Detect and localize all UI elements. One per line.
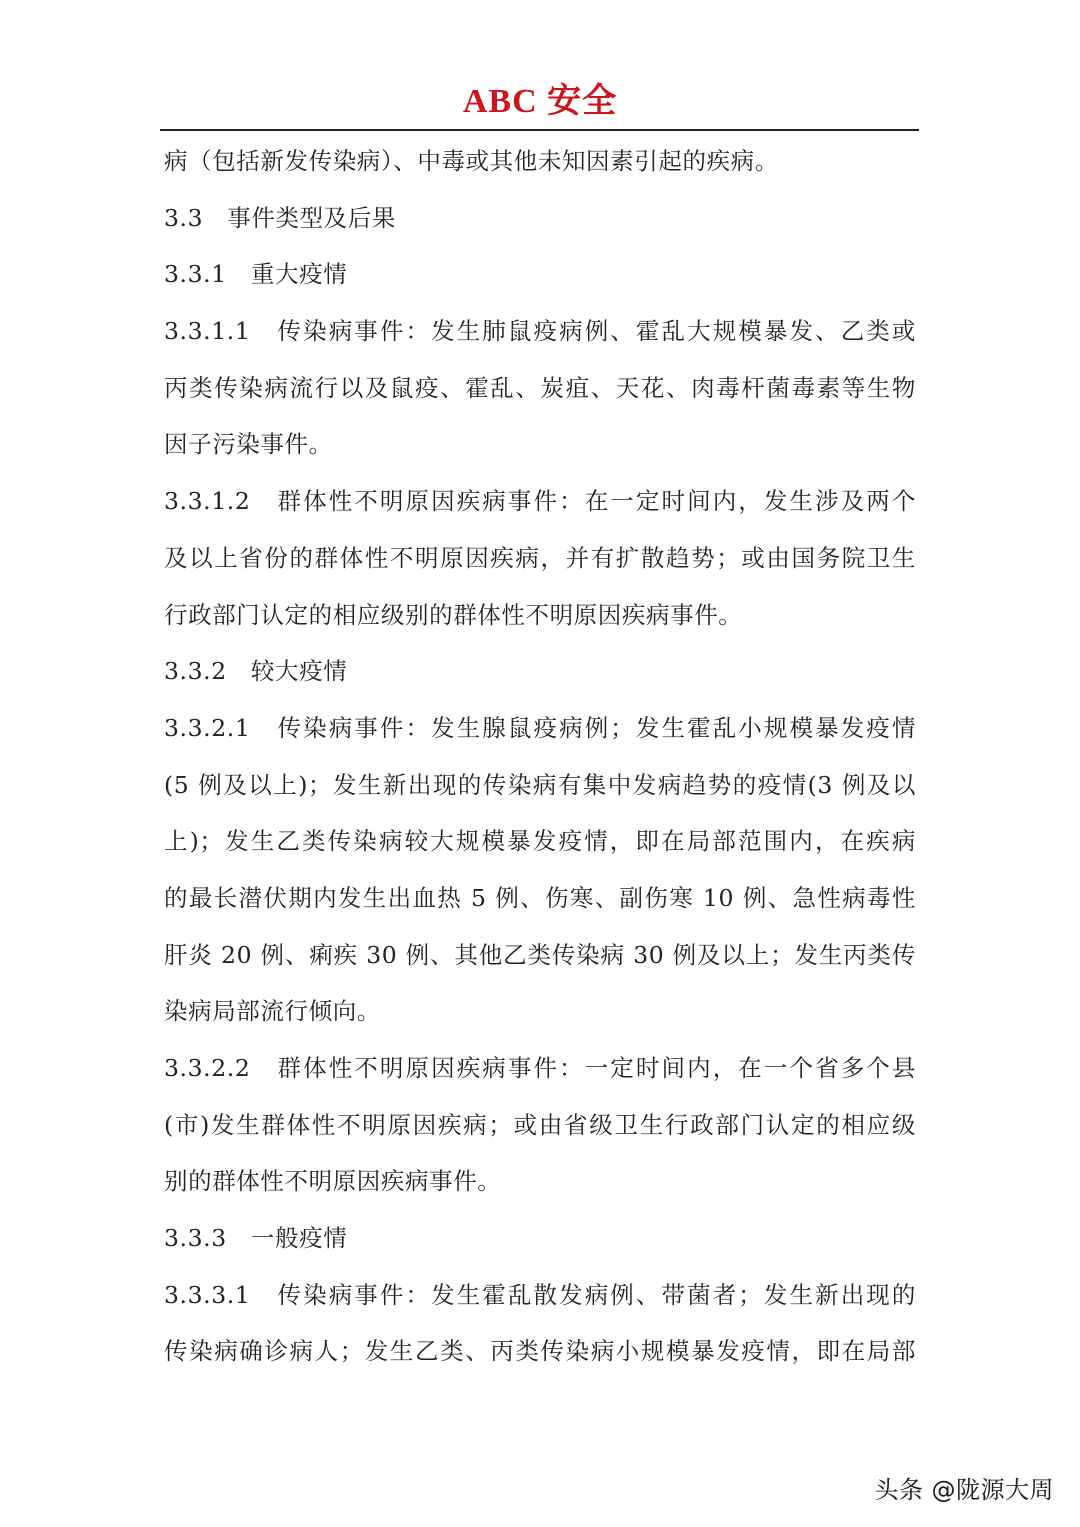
text-line: 3.3.2.1 传染病事件：发生腺鼠疫病例；发生霍乱小规模暴发疫情 xyxy=(164,713,916,742)
text-line: 肝炎 20 例、痢疾 30 例、其他乙类传染病 30 例及以上；发生丙类传 xyxy=(164,940,916,969)
text-line: 3.3.2.2 群体性不明原因疾病事件：一定时间内，在一个省多个县 xyxy=(164,1054,916,1082)
subsection-heading: 3.3.3 一般疫情 xyxy=(164,1224,348,1253)
section-heading: 3.3 事件类型及后果 xyxy=(164,203,396,232)
text-line: 丙类传染病流行以及鼠疫、霍乱、炭疽、天花、肉毒杆菌毒素等生物 xyxy=(164,373,916,402)
watermark: 头条 @陇源大周 xyxy=(874,1476,1054,1504)
page-header-title: ABC 安全 xyxy=(462,83,618,120)
document-body xyxy=(164,138,924,1385)
text-line: (5 例及以上)；发生新出现的传染病有集中发病趋势的疫情(3 例及以 xyxy=(164,770,916,799)
text-line: 3.3.1.1 传染病事件：发生肺鼠疫病例、霍乱大规模暴发、乙类或 xyxy=(164,317,916,346)
text-line: (市)发生群体性不明原因疾病；或由省级卫生行政部门认定的相应级 xyxy=(164,1110,916,1139)
text-line: 3.3.1.2 群体性不明原因疾病事件：在一定时间内，发生涉及两个 xyxy=(164,487,916,516)
text-line: 传染病确诊病人；发生乙类、丙类传染病小规模暴发疫情，即在局部 xyxy=(164,1337,916,1366)
text-line: 病（包括新发传染病）、中毒或其他未知因素引起的疾病。 xyxy=(164,147,779,175)
text-line: 因子污染事件。 xyxy=(164,430,333,459)
header-divider xyxy=(160,129,919,131)
text-line: 染病局部流行倾向。 xyxy=(164,997,381,1026)
text-line: 的最长潜伏期内发生出血热 5 例、伤寒、副伤寒 10 例、急性病毒性 xyxy=(164,883,916,912)
subsection-heading: 3.3.1 重大疫情 xyxy=(164,260,348,289)
subsection-heading: 3.3.2 较大疫情 xyxy=(164,657,348,686)
text-line: 行政部门认定的相应级别的群体性不明原因疾病事件。 xyxy=(164,600,743,629)
text-line: 及以上省份的群体性不明原因疾病，并有扩散趋势；或由国务院卫生 xyxy=(164,543,916,572)
text-line: 上)；发生乙类传染病较大规模暴发疫情，即在局部范围内，在疾病 xyxy=(164,827,916,856)
text-line: 3.3.3.1 传染病事件：发生霍乱散发病例、带菌者；发生新出现的 xyxy=(164,1280,916,1309)
text-line: 别的群体性不明原因疾病事件。 xyxy=(164,1167,502,1196)
